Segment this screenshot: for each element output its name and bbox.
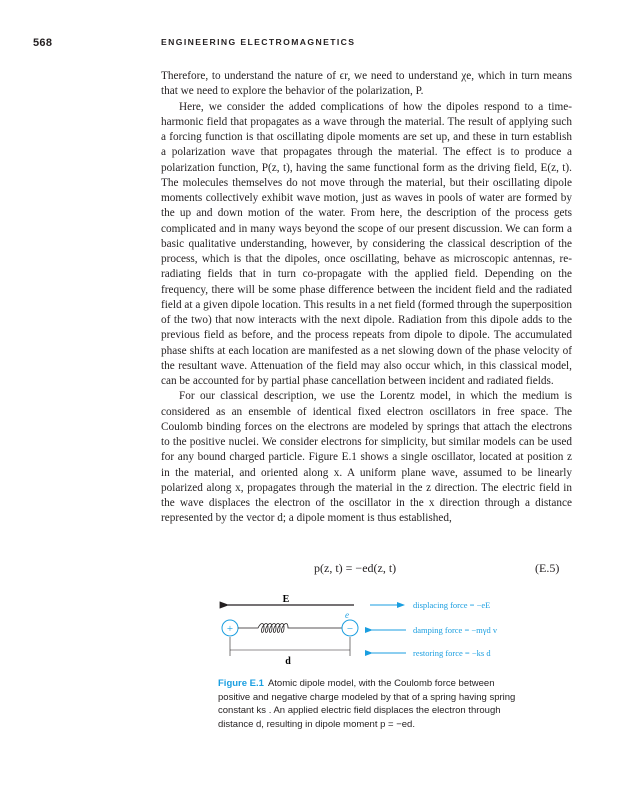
equation-expression: p(z, t) = −ed(z, t) xyxy=(314,561,397,575)
equation-e5 xyxy=(0,561,627,579)
distance-label: d xyxy=(285,656,291,667)
paragraph-3: For our classical description, we use the Lorentz model, in which the medium is considered as an ensemble of identical fixed electron oscillators in free space. The Coulomb binding forces on the electrons are modeled by springs that attach the electrons to the positive nuclei. We consider electrons for simplicity, but similar models can be used for any bound charged particle. Figure E.1 shows a single oscillator, located at position z in the material, and oriented along x. A uniform plane wave, assumed to be linearly polarized along x, propagates through the material in the z direction. The electric field in the wave displaces the electron of the oscillator in the x direction through a distance represented by the vector d; a dipole moment is thus established, xyxy=(161,390,572,525)
plus-symbol: + xyxy=(226,623,234,635)
caption-text: Atomic dipole model, with the Coulomb force between positive and negative charge modeled by that of a spring having spring constant ks . An applied electric field displaces the electron through distance d, resulting in dipole moment p = −ed. xyxy=(218,678,516,730)
displacing-force-label: displacing force = −eE xyxy=(413,600,491,610)
restoring-force-label: restoring force = −ks d xyxy=(413,648,491,658)
minus-symbol: − xyxy=(346,623,354,635)
figure-caption xyxy=(218,677,518,731)
paragraph-2: Here, we consider the added complications of how the dipoles respond to a time-harmonic field that propagates as a wave through the material. The result of applying such a forcing function is that oscillating dipole moments are set up, and these in turn establish a polarization wave that propagates through the material. The effect is to produce a polarization function, P(z, t), having the same functional form as the driving field, E(z, t). The molecules themselves do not move through the material, but their oscillating dipole moments collectively exhibit wave motion, just as waves in pools of water are formed by the up and down motion of the water. From here, the description of the process gets complicated and in many ways beyond the scope of our present discussion. We can form a basic qualitative understanding, however, by considering the classical description of the process, which is that the dipoles, once oscillating, behave as microscopic antennas, re-radiating fields that in turn co-propagate with the applied field. Depending on the frequency, there will be some phase difference between the incident field and the radiated field at a given dipole location. This results in a net field (formed through the superposition of the two) that now interacts with the next dipole. Radiation from this dipole adds to the previous field as before, and the process repeats from dipole to dipole. The accumulated phase shifts at each location are manifested as a net slowing down of the phase velocity of the resultant wave. Attenuation of the field may also occur which, in this classical model, can be accounted for by partial phase cancellation between incident and radiated fields. xyxy=(161,100,572,387)
spring-icon xyxy=(238,624,342,633)
e-field-label: E xyxy=(282,594,290,605)
dipole-figure xyxy=(218,592,534,672)
page-header xyxy=(0,37,627,53)
body-text xyxy=(161,69,572,527)
paragraph-1: Therefore, to understand the nature of ϵr, we need to understand χe, which in turn means that we need to explore the behavior of the polarization, P. xyxy=(161,70,572,98)
equation-label: (E.5) xyxy=(535,561,560,575)
caption-label: Figure E.1 xyxy=(218,678,264,689)
damping-force-label: damping force = −mγd v xyxy=(413,625,498,635)
page-number: 568 xyxy=(33,37,53,49)
electron-label: e xyxy=(345,610,349,620)
running-title: ENGINEERING ELECTROMAGNETICS xyxy=(161,37,356,47)
